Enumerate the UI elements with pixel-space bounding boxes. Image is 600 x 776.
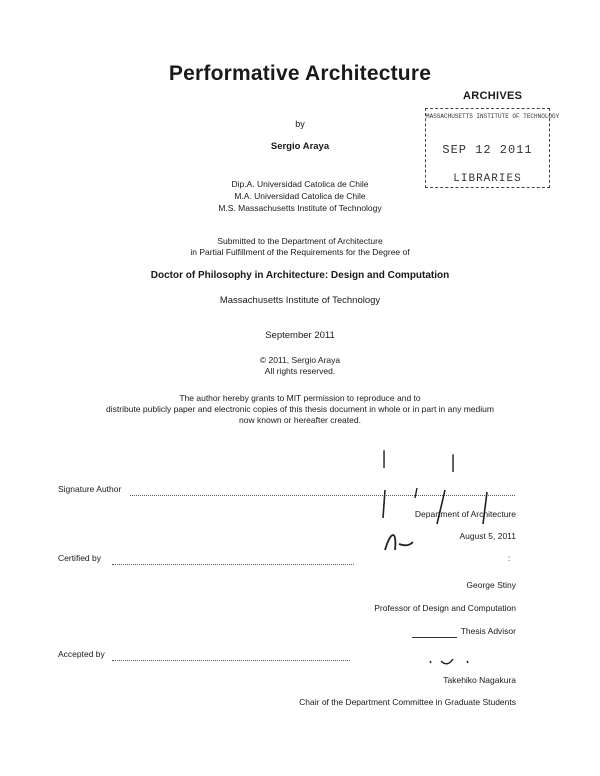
library-stamp	[425, 108, 560, 188]
acceptor-title: Chair of the Department Committee in Graduate Students	[299, 697, 516, 707]
degree-line: Dip.A. Universidad Catolica de Chile	[231, 179, 369, 189]
acceptor-name: Takehiko Nagakura	[443, 675, 516, 685]
signature-author-label: Signature Author	[58, 484, 122, 494]
rights-line: All rights reserved.	[264, 366, 336, 376]
permission-line: now known or hereafter created.	[239, 415, 361, 425]
certifier-name: George Stiny	[466, 580, 516, 590]
institution: Massachusetts Institute of Technology	[219, 295, 381, 306]
copyright-line: © 2011, Sergio Araya	[259, 355, 341, 365]
stamp-institute: MASSACHUSETTS INSTITUTE OF TECHNOLOGY	[426, 113, 560, 120]
acceptor-signature	[425, 655, 475, 669]
author-signature	[375, 480, 505, 560]
submission-line: Submitted to the Department of Architecture	[217, 236, 383, 246]
thesis-title: Performative Architecture	[168, 62, 432, 85]
by-label: by	[295, 119, 305, 129]
degree-line: M.A. Universidad Catolica de Chile	[234, 191, 366, 201]
certifier-role: Thesis Advisor	[460, 626, 516, 636]
advisor-signature-line	[412, 636, 457, 638]
archives-label: ARCHIVES	[463, 90, 523, 102]
accepted-by-line	[112, 659, 350, 661]
author-date: August 5, 2011	[459, 531, 516, 541]
certified-by-line	[112, 563, 354, 565]
stamp-date: SEP 12 2011	[442, 143, 533, 157]
certified-by-label: Certified by	[58, 553, 101, 563]
author-department: Department of Architecture	[414, 509, 516, 519]
submission-date: September 2011	[265, 330, 335, 341]
permission-line: distribute publicly paper and electronic copies of this thesis document in whole or in part in any medium	[106, 404, 494, 414]
permission-line: The author hereby grants to MIT permission to reproduce and to	[179, 393, 421, 403]
stamp-libraries: LIBRARIES	[453, 173, 522, 185]
accepted-by-label: Accepted by	[58, 649, 105, 659]
author-name: Sergio Araya	[270, 141, 330, 152]
degree-title: Doctor of Philosophy in Architecture: Design and Computation	[150, 270, 450, 281]
degree-line: M.S. Massachusetts Institute of Technology	[218, 203, 382, 213]
signature-mark: |	[381, 448, 388, 469]
certified-mark: :	[508, 554, 511, 563]
signature-mark: |	[450, 452, 457, 473]
submission-line: in Partial Fulfillment of the Requirements for the Degree of	[190, 247, 410, 257]
certifier-title: Professor of Design and Computation	[374, 603, 516, 613]
